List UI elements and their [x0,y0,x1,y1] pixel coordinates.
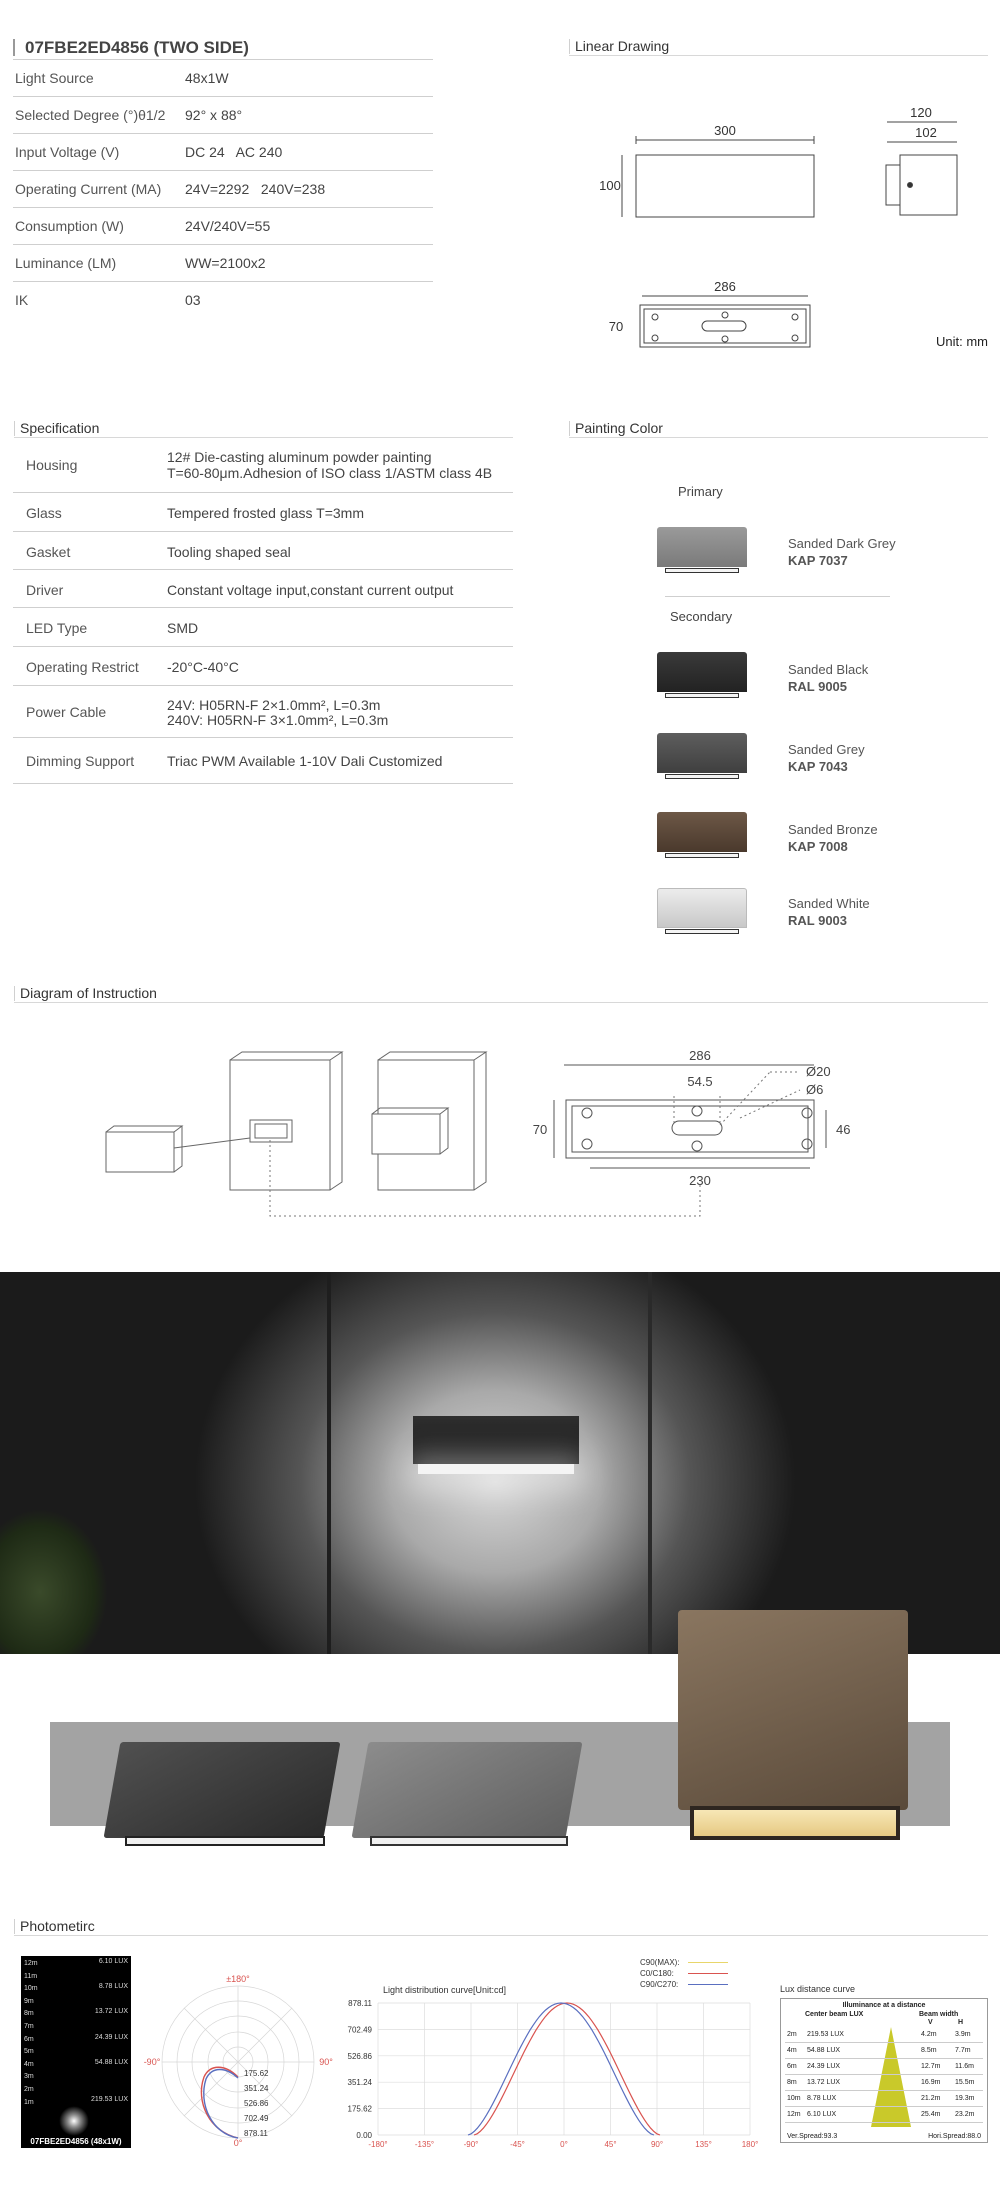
lux-row-lux: 54.88 LUX [807,2047,841,2054]
variant-lamp-bronze [678,1610,908,1810]
swatch-name: Sanded Grey [788,742,865,757]
spec-detail-line1: 12# Die-casting aluminum powder painting [167,449,432,465]
spec-detail-row [13,438,513,493]
base-view [640,296,810,347]
legend-swatch [688,1984,728,1985]
painting-color-header [569,420,988,438]
lux-row-lux: 8.78 LUX [807,2095,837,2102]
lux-row-v: 8.5m [921,2047,937,2054]
x-tick-label: 135° [695,2140,712,2149]
polar-value: 526.86 [244,2099,269,2108]
lux-row-v: 16.9m [921,2079,941,2086]
lux-row [785,2043,983,2059]
legend-item [640,1957,728,1968]
y-tick-label: 526.86 [347,2051,372,2061]
lux-scale-tick: 12m [24,1960,38,1967]
lamp-swatch-dark-grey [657,527,747,575]
photometric-title: Photometirc [20,1918,95,1934]
polar-label-left: -90° [143,2057,161,2067]
variant-lamp-bronze-lens [690,1806,900,1840]
lux-value: 54.88 LUX [94,2059,128,2066]
secondary-label: Secondary [670,609,733,624]
lux-row-h: 23.2m [955,2111,975,2118]
legend-name: C90/C270: [640,1980,679,1989]
lamp-swatch-bronze [657,812,747,860]
dim-hole-large: Ø20 [806,1064,831,1079]
model-title-text: 07FBE2ED4856 (TWO SIDE) [25,38,249,57]
dim-height: 100 [599,178,621,193]
spec-value: 24V/240V=55 [185,218,271,234]
y-tick-label: 351.24 [347,2078,372,2088]
spec-detail-row [13,738,513,784]
polar-diagram [140,1972,340,2147]
lux-row [785,2027,983,2043]
lux-scale-tick: 1m [24,2098,34,2106]
lux-row-d: 8m [787,2079,797,2086]
lux-row [785,2091,983,2107]
spec-value: DC 24 AC 240 [185,144,283,160]
spec-detail-row [13,532,513,570]
wall-seam [648,1272,652,1654]
painting-color-title: Painting Color [575,420,663,436]
polar-label-bottom: 0° [233,2138,243,2147]
table-col-lux: Center beam LUX [805,2011,864,2018]
dotted-guides [270,1072,800,1216]
spec-value: 24V=2292 240V=238 [185,181,326,197]
x-tick-label: 180° [741,2140,759,2149]
spec-label: Consumption (W) [15,218,124,234]
polar-label-right: 90° [319,2057,333,2067]
x-tick-label: -135° [414,2140,435,2149]
spec-detail-label: Gasket [26,544,71,560]
dim-hole-small: Ø6 [806,1082,824,1097]
swatch-code: KAP 7008 [788,839,848,854]
polar-label-top: ±180° [226,1974,250,1984]
spec-detail-line1: 24V: H05RN-F 2×1.0mm², L=0.3m [167,697,381,713]
spec-value: WW=2100x2 [185,255,266,271]
spec-label: Input Voltage (V) [15,144,120,160]
lux-row-h: 7.7m [955,2047,971,2054]
dim-depth-total: 120 [910,105,932,120]
dim-inner-width: 230 [689,1173,711,1188]
swatch-name: Sanded Bronze [788,822,878,837]
y-tick-label: 0.00 [356,2131,372,2140]
spec-label: IK [15,292,29,308]
spec-detail-line1: Tooling shaped seal [167,544,291,560]
lux-scale-tick: 3m [24,2073,34,2081]
lux-row [785,2107,983,2123]
spec-label: Luminance (LM) [15,255,117,271]
dim-width: 300 [714,123,736,138]
lux-rows [785,2027,983,2123]
chart-y-ticks [348,1999,373,2140]
lux-value: 24.39 LUX [94,2034,128,2041]
specification-title: Specification [20,420,100,436]
spec-detail-row [13,570,513,608]
lux-row-lux: 24.39 LUX [807,2063,841,2070]
swatch-code: RAL 9003 [788,913,848,928]
lux-scale-tick: 4m [24,2060,34,2068]
lux-row-h: 19.3m [955,2095,975,2102]
spec-detail-line1: Constant voltage input,constant current output [167,582,454,598]
lux-row-d: 6m [787,2063,797,2070]
dim-total: 286 [689,1048,711,1063]
y-tick-label: 702.49 [347,2025,372,2035]
lux-distance-table [780,1998,988,2143]
dim-plate-height: 70 [532,1122,548,1137]
wall-lamp [413,1416,579,1464]
x-tick-label: -180° [368,2140,388,2149]
lux-glow [59,2106,89,2136]
spec-detail-line1: -20°C-40°C [167,659,239,675]
table-sub-h: H [958,2019,964,2026]
lux-row [785,2075,983,2091]
lux-row-d: 2m [787,2031,797,2038]
swatch-code: KAP 7037 [788,553,848,568]
legend-swatch [688,1962,728,1963]
lux-value: 219.53 LUX [91,2096,128,2103]
lux-row-lux: 13.72 LUX [807,2079,841,2086]
dim-base-width: 286 [714,279,736,294]
swatch-code: KAP 7043 [788,759,848,774]
variant-lamp-grey [352,1742,583,1838]
swatch-label [788,821,878,855]
spec-detail-label: LED Type [26,620,88,636]
table-title: Illuminance at a distance [842,2002,926,2009]
model-title [13,38,433,60]
chart-x-ticks [368,2140,758,2149]
spec-detail-line1: Tempered frosted glass T=3mm [167,505,364,521]
spec-detail-line1: SMD [167,620,199,636]
spec-value: 03 [185,292,201,308]
specification-header [14,420,513,438]
lux-row-lux: 219.53 LUX [807,2031,844,2038]
spec-row [13,97,433,134]
x-tick-label: -45° [510,2140,525,2149]
wall-lamp-lens [418,1464,574,1474]
lux-caption: 07FBE2ED4856 (48x1W) [30,2137,122,2146]
lux-scale-tick: 11m [24,1972,38,1980]
lamp-swatch-black [657,652,747,700]
lux-row-h: 3.9m [955,2031,971,2038]
front-view [622,136,814,217]
curve-title: Light distribution curve[Unit:cd] [383,1985,507,1995]
spec-detail-label: Power Cable [26,704,107,720]
spec-label: Operating Current (MA) [15,181,162,197]
spec-row [13,134,433,171]
x-tick-label: 45° [604,2140,617,2149]
dim-inner-height: 46 [836,1122,851,1137]
lux-scale-labels [24,1958,38,2109]
lux-scale-tick: 6m [24,2035,34,2043]
lux-scale-tick: 7m [24,2022,34,2030]
swatch-label [788,661,868,695]
divider [665,596,890,597]
photometric-header [14,1918,988,1936]
swatch-code: RAL 9005 [788,679,848,694]
swatch-name: Sanded White [788,896,870,911]
spec-detail-row [13,686,513,738]
lux-scale-tick: 2m [24,2085,34,2093]
primary-label: Primary [678,484,723,499]
legend-item [640,1968,728,1979]
product-photo-wall [0,1272,1000,1654]
lux-value: 13.72 LUX [94,2008,128,2015]
spec-row [13,60,433,97]
legend-item [640,1979,728,1990]
lux-row-d: 4m [787,2047,797,2054]
swatch-label [788,741,865,775]
lux-row-h: 11.6m [955,2063,974,2070]
lamp-swatch-grey [657,733,747,781]
legend-name: C90(MAX): [640,1958,680,1967]
spec-row [13,282,433,319]
legend-name: C0/C180: [640,1969,674,1978]
lux-row-lux: 6.10 LUX [807,2111,837,2118]
hor-spread: Hori.Spread:88.0 [928,2133,981,2140]
lux-scale-tick: 8m [24,2010,34,2018]
lux-row [785,2059,983,2075]
install-step-1 [106,1052,342,1190]
swatch-label [788,895,870,929]
variant-lamp-black-lens [125,1836,325,1846]
polar-value: 878.11 [244,2129,268,2138]
lamp-swatch-white [657,888,747,936]
lux-scale-tick: 9m [24,1997,34,2005]
spec-value: 92° x 88° [185,107,243,123]
curve-c90-c270 [468,2003,654,2135]
spec-row [13,171,433,208]
variant-lamp-grey-lens [370,1836,568,1846]
install-step-2 [372,1052,486,1190]
curve-legend [640,1957,728,1990]
lux-scale-tick: 5m [24,2048,34,2056]
lux-row-d: 12m [787,2111,801,2118]
y-tick-label: 878.11 [348,1999,372,2008]
spec-row [13,208,433,245]
distribution-chart [340,1995,770,2155]
title-marker [13,39,15,56]
swatch-name: Sanded Black [788,662,869,677]
lux-row-h: 15.5m [955,2079,975,2086]
dim-base-height: 70 [608,319,624,334]
lux-row-v: 21.2m [921,2095,941,2102]
polar-value: 351.24 [244,2084,269,2093]
x-tick-label: 90° [650,2140,664,2149]
x-tick-label: 0° [560,2140,568,2149]
table-sub-v: V [928,2019,933,2026]
polar-curve-c90 [204,2070,238,2139]
polar-value: 175.62 [244,2069,269,2078]
lux-row-v: 12.7m [921,2063,941,2070]
swatch-label [788,535,896,569]
spec-label: Selected Degree (°)θ1/2 [15,107,166,123]
chart-grid [378,2003,750,2135]
y-tick-label: 175.62 [347,2104,372,2114]
product-photo-variants [0,1610,1000,1890]
spec-row [13,245,433,282]
spec-detail-label: Operating Restrict [26,659,139,675]
lux-scale-panel [21,1956,131,2148]
spec-detail-line1: Triac PWM Available 1-10V Dali Customized [167,753,443,769]
ver-spread: Ver.Spread:93.3 [787,2133,838,2140]
swatch-name: Sanded Dark Grey [788,536,896,551]
lux-row-d: 10m [787,2095,801,2102]
dim-depth: 102 [915,125,937,140]
instruction-header [14,985,988,1003]
lux-row-v: 4.2m [921,2031,937,2038]
spec-detail-row [13,493,513,532]
spec-value: 48x1W [185,70,229,86]
lux-scale-tick: 10m [24,1985,38,1993]
spec-detail-label: Glass [26,505,62,521]
dim-slot: 54.5 [687,1074,713,1089]
linear-drawing-title: Linear Drawing [575,38,670,54]
lux-value: 8.78 LUX [98,1983,128,1990]
spec-detail-label: Driver [26,582,64,598]
spec-detail-line2: T=60-80μm.Adhesion of ISO class 1/ASTM class 4B [167,465,493,481]
x-tick-label: -90° [463,2140,479,2149]
unit-label: Unit: mm [936,334,988,349]
instruction-diagram [100,1040,900,1240]
linear-drawing-header [569,38,988,56]
legend-swatch [688,1973,728,1974]
variant-lamp-black [104,1742,341,1838]
spec-label: Light Source [15,70,94,86]
curve-c0-c180 [474,2003,660,2135]
lux-row-v: 25.4m [921,2111,941,2118]
wall-seam [327,1272,331,1654]
lux-value: 6.10 LUX [98,1958,128,1965]
polar-value: 702.49 [244,2114,269,2123]
linear-drawing [580,95,1000,355]
table-col-beam: Beam width [919,2011,959,2018]
spec-detail-label: Housing [26,457,78,473]
spec-detail-line2: 240V: H05RN-F 3×1.0mm², L=0.3m [167,712,389,728]
instruction-title: Diagram of Instruction [20,985,157,1001]
spec-detail-row [13,647,513,686]
spec-detail-label: Dimming Support [26,753,135,769]
lux-distance-title: Lux distance curve [780,1984,856,1994]
spec-detail-row [13,608,513,647]
